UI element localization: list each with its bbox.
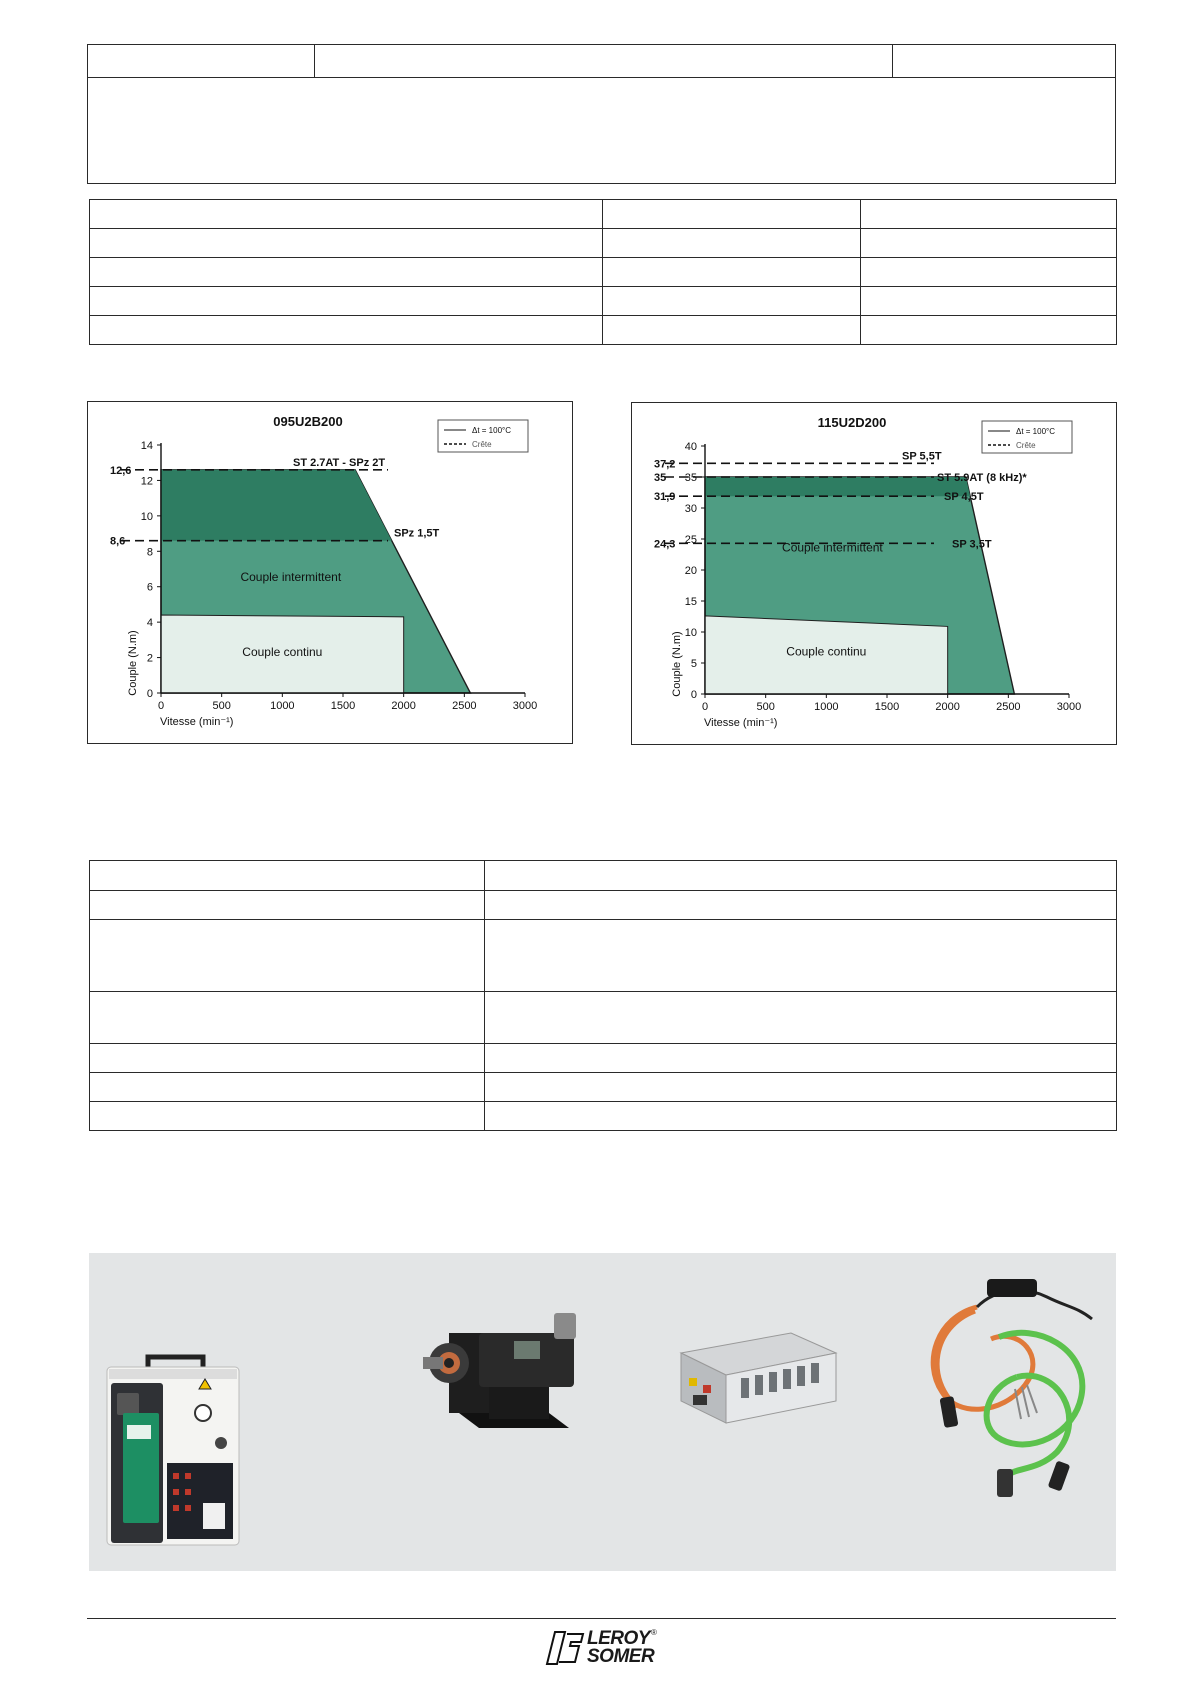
header-cell-2 — [315, 45, 893, 77]
table-row — [90, 1073, 1117, 1102]
logo-mark-icon — [545, 1630, 587, 1666]
legend-entry: Δt = 100°C — [1016, 427, 1056, 436]
x-tick-label: 3000 — [1056, 701, 1082, 713]
marked-value-label: 8,6 — [110, 535, 126, 548]
continuous-label: Couple continu — [242, 644, 323, 659]
table-row — [90, 200, 1117, 229]
marked-value-label: 24,3 — [654, 538, 676, 551]
level-line-label: ST 5.9AT (8 kHz)* — [937, 472, 1027, 484]
chart-095-svg — [88, 402, 572, 743]
y-tick-label: 2 — [146, 652, 153, 665]
x-tick-label: 1000 — [814, 701, 839, 713]
y-tick-label: 20 — [684, 565, 697, 577]
x-tick-label: 2500 — [452, 700, 477, 712]
table-row — [90, 1102, 1117, 1131]
intermittent-peak-band — [705, 477, 970, 496]
continuous-label: Couple continu — [786, 644, 867, 659]
table-row — [90, 861, 1117, 891]
table-row — [90, 920, 1117, 992]
x-tick-label: 2000 — [935, 701, 960, 713]
marked-value-label: 35 — [654, 472, 667, 484]
level-line-label: ST 2.7AT - SPz 2T — [293, 456, 386, 469]
x-tick-label: 1500 — [330, 700, 356, 712]
drive-cabinet-image — [103, 1353, 243, 1553]
table-row — [90, 891, 1117, 920]
legend-entry: Δt = 100°C — [472, 426, 512, 435]
y-tick-label: 15 — [684, 596, 697, 608]
logo-line-2: SOMER — [587, 1646, 655, 1667]
y-tick-label: 6 — [146, 581, 153, 594]
header-cell-1 — [88, 45, 315, 77]
table-row — [90, 1044, 1117, 1073]
spec-table-1 — [89, 199, 1117, 345]
spec-table-2 — [89, 860, 1117, 1131]
level-line-label: SP 3,5T — [952, 538, 992, 551]
y-tick-label: 12 — [140, 475, 153, 488]
marked-value-label: 31,9 — [654, 491, 676, 504]
y-tick-label: 0 — [690, 689, 697, 701]
x-tick-label: 2000 — [391, 700, 416, 712]
torque-chart-095 — [87, 401, 573, 744]
y-axis-label: Couple (N.m) — [671, 631, 683, 697]
servo-motor-image — [419, 1303, 599, 1448]
intermittent-label: Couple intermittent — [782, 540, 883, 555]
y-tick-label: 35 — [684, 472, 697, 484]
level-line-label: SP 5,5T — [902, 450, 942, 463]
y-tick-label: 10 — [684, 627, 697, 639]
marked-value-label: 12,6 — [110, 464, 132, 477]
x-tick-label: 0 — [157, 700, 165, 712]
chart-115-svg — [632, 403, 1116, 744]
table-row — [90, 316, 1117, 345]
legend-entry: Crête — [472, 440, 492, 449]
leroy-somer-logo — [545, 1628, 665, 1670]
product-photo-band — [89, 1253, 1116, 1571]
table-row — [90, 258, 1117, 287]
y-tick-label: 10 — [140, 510, 153, 523]
table-row — [90, 992, 1117, 1044]
intermittent-label: Couple intermittent — [240, 569, 342, 584]
x-axis-label: Vitesse (min⁻¹) — [704, 717, 778, 729]
x-tick-label: 3000 — [512, 700, 538, 712]
y-tick-label: 0 — [146, 688, 153, 700]
y-tick-label: 14 — [140, 440, 153, 452]
x-tick-label: 500 — [756, 701, 775, 713]
x-tick-label: 500 — [212, 700, 231, 712]
registered-mark: ® — [651, 1628, 657, 1637]
header-block — [87, 44, 1116, 184]
intermittent-peak-band — [161, 470, 392, 541]
header-divider — [88, 77, 1115, 78]
level-line-label: SP 4,5T — [944, 491, 984, 504]
y-tick-label: 30 — [684, 503, 697, 515]
legend-entry: Crête — [1016, 441, 1036, 450]
y-axis-label: Couple (N.m) — [127, 630, 139, 696]
y-tick-label: 5 — [690, 658, 697, 670]
y-tick-label: 4 — [146, 617, 153, 630]
table-row — [90, 287, 1117, 316]
marked-value-label: 37,2 — [654, 458, 676, 471]
cable-set-image — [917, 1267, 1107, 1517]
table-row — [90, 229, 1117, 258]
level-line-label: SPz 1,5T — [394, 527, 440, 540]
chart-legend — [982, 421, 1072, 453]
chart-title: 115U2D200 — [817, 415, 887, 430]
x-tick-label: 1500 — [874, 701, 900, 713]
chart-legend — [438, 420, 528, 452]
logo-line-1: LEROY — [587, 1628, 650, 1649]
power-supply-image — [671, 1323, 841, 1433]
x-tick-label: 0 — [701, 701, 709, 713]
y-tick-label: 25 — [684, 534, 697, 546]
x-tick-label: 2500 — [996, 701, 1021, 713]
x-axis-label: Vitesse (min⁻¹) — [160, 716, 234, 728]
torque-chart-115 — [631, 402, 1117, 745]
x-tick-label: 1000 — [270, 700, 295, 712]
chart-title: 095U2B200 — [273, 414, 343, 429]
footer-rule — [87, 1618, 1116, 1619]
header-cell-3 — [893, 45, 1115, 77]
y-tick-label: 8 — [146, 546, 153, 559]
y-tick-label: 40 — [684, 441, 697, 453]
